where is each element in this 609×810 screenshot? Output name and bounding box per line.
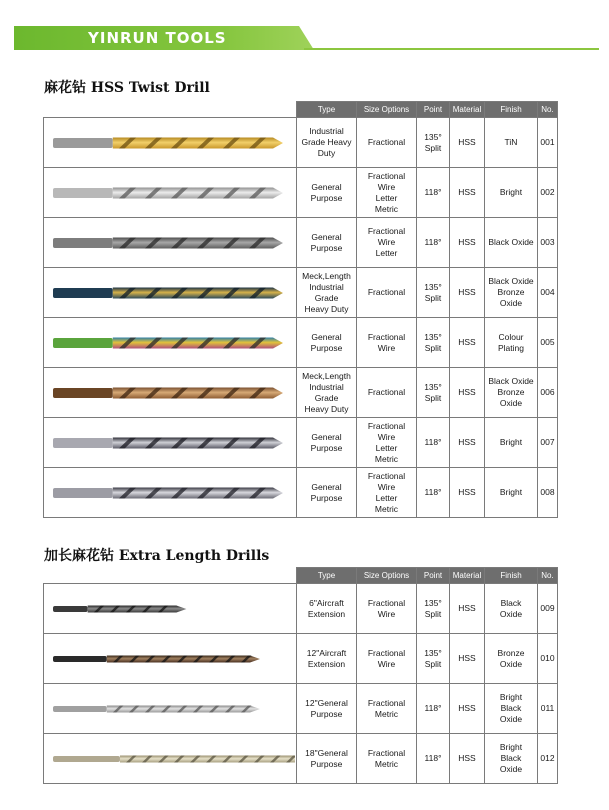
drill-image-cell [44, 268, 297, 318]
drill-shank [53, 338, 113, 348]
cell-line: Split [424, 658, 442, 669]
cell-line: Fractional [367, 137, 406, 147]
point-cell [417, 734, 450, 784]
point-cell [417, 468, 450, 518]
type-cell [297, 268, 357, 318]
finish-cell [485, 468, 538, 518]
drill-image-cell [44, 584, 297, 634]
drill-shank [53, 656, 107, 662]
cell-line: Bright [499, 487, 523, 497]
cell-line: Fractional [367, 387, 406, 397]
cell-line: Wire [377, 481, 396, 492]
cell-line: 118° [424, 753, 442, 763]
finish-cell [485, 734, 538, 784]
table-row [44, 268, 558, 318]
size-options-cell [357, 734, 417, 784]
drill-shank [53, 288, 113, 298]
drill-bit-image [45, 119, 295, 167]
drill-bit-image [45, 269, 295, 317]
size-options-cell [357, 218, 417, 268]
type-cell [297, 584, 357, 634]
cell-line: Fractional [367, 697, 406, 708]
material-cell: HSS [450, 418, 485, 468]
header-no: No. [538, 568, 558, 584]
item-number-cell: 004 [538, 268, 558, 318]
cell-line: Metric [374, 453, 399, 464]
type-cell [297, 634, 357, 684]
cell-line: Bronze Oxide [497, 387, 525, 408]
table-header-row [44, 102, 558, 118]
header-blank-cell [44, 568, 297, 584]
cell-line: Purpose [310, 492, 343, 503]
cell-line: Purpose [310, 242, 343, 253]
item-number-cell: 001 [538, 118, 558, 168]
table-row [44, 584, 558, 634]
cell-line: Heavy Duty [304, 403, 349, 414]
cell-line: Oxide [499, 764, 523, 774]
cell-line: Split [424, 392, 442, 403]
point-cell [417, 684, 450, 734]
drill-bit-image [45, 585, 295, 633]
table-row [44, 118, 558, 168]
cell-line: Purpose [310, 758, 343, 769]
cell-line: 118° [424, 437, 442, 447]
item-number-cell: 002 [538, 168, 558, 218]
cell-line: Black Oxide [488, 276, 534, 286]
brand-name: YINRUN TOOLS [88, 29, 227, 47]
cell-line: Bright [499, 437, 523, 447]
cell-line: Fractional [367, 420, 406, 431]
table-row [44, 318, 558, 368]
cell-line: Plating [498, 342, 524, 353]
point-cell [417, 584, 450, 634]
cell-line: Split [424, 608, 442, 619]
cell-line: 6"Aircraft [309, 597, 344, 608]
size-options-cell [357, 468, 417, 518]
cell-line: Letter [375, 192, 398, 203]
size-options-cell [357, 318, 417, 368]
cell-line: Purpose [310, 708, 343, 719]
cell-line: Fractional [367, 647, 406, 658]
cell-line: 135° [424, 381, 442, 392]
drill-shank [53, 488, 113, 498]
cell-line: Letter [375, 442, 398, 453]
cell-line: 135° [424, 131, 442, 142]
header-point: Point [417, 568, 450, 584]
item-number-cell: 012 [538, 734, 558, 784]
cell-line: Black Oxide [488, 376, 534, 386]
cell-line: 135° [424, 331, 442, 342]
finish-cell [485, 684, 538, 734]
cell-line: Industrial Grade [309, 281, 344, 303]
cell-line: Split [424, 142, 442, 153]
cell-line: Bright [499, 692, 523, 702]
point-cell [417, 268, 450, 318]
cell-line: Black Oxide [488, 237, 534, 247]
cell-line: Extension [307, 608, 346, 619]
table-header-row [44, 568, 558, 584]
drill-image-cell [44, 118, 297, 168]
point-cell [417, 218, 450, 268]
size-options-cell [357, 368, 417, 418]
cell-line: General [311, 231, 342, 242]
item-number-cell: 009 [538, 584, 558, 634]
table-row [44, 418, 558, 468]
brand-banner-rule [304, 48, 599, 50]
drill-shank [53, 438, 113, 448]
cell-line: Wire [377, 608, 396, 619]
point-cell [417, 418, 450, 468]
cell-line: Metric [374, 708, 399, 719]
material-cell: HSS [450, 268, 485, 318]
table-row [44, 218, 558, 268]
cell-line: Fractional [367, 170, 406, 181]
drill-bit-image [45, 369, 295, 417]
type-cell [297, 218, 357, 268]
cell-line: Heavy Duty [304, 303, 349, 314]
cell-line: Letter [375, 492, 398, 503]
drill-image-cell [44, 684, 297, 734]
cell-line: Oxide [499, 658, 523, 669]
header-no: No. [538, 102, 558, 118]
extra-length-table [43, 567, 558, 784]
cell-line: Grade Heavy [301, 137, 352, 147]
header-material: Material [450, 102, 485, 118]
drill-image-cell [44, 418, 297, 468]
cell-line: Fractional [367, 597, 406, 608]
drill-bit-image [45, 419, 295, 467]
cell-line: Purpose [310, 442, 343, 453]
size-options-cell [357, 684, 417, 734]
point-cell [417, 118, 450, 168]
table-row [44, 468, 558, 518]
size-options-cell [357, 418, 417, 468]
cell-line: 118° [424, 487, 442, 497]
cell-line: Extension [307, 658, 346, 669]
cell-line: Split [424, 292, 442, 303]
item-number-cell: 010 [538, 634, 558, 684]
table-row [44, 734, 558, 784]
item-number-cell: 007 [538, 418, 558, 468]
drill-bit-image [45, 219, 295, 267]
point-cell [417, 368, 450, 418]
table-row [44, 368, 558, 418]
material-cell: HSS [450, 318, 485, 368]
cell-line: Bright [499, 742, 523, 752]
finish-cell [485, 268, 538, 318]
brand-banner [14, 26, 599, 50]
type-cell [297, 418, 357, 468]
drill-bit-image [45, 319, 295, 367]
type-cell [297, 368, 357, 418]
cell-line: TiN [504, 137, 518, 147]
cell-line: Wire [377, 237, 396, 247]
cell-line: 18"General [305, 747, 348, 758]
type-cell [297, 118, 357, 168]
size-options-cell [357, 168, 417, 218]
cell-line: 118° [424, 187, 442, 197]
drill-image-cell [44, 218, 297, 268]
finish-cell [485, 368, 538, 418]
type-cell [297, 734, 357, 784]
finish-cell [485, 318, 538, 368]
cell-line: Purpose [310, 342, 343, 353]
cell-line: Letter [375, 248, 398, 258]
point-cell [417, 318, 450, 368]
material-cell: HSS [450, 218, 485, 268]
header-blank-cell [44, 102, 297, 118]
material-cell: HSS [450, 684, 485, 734]
point-cell [417, 168, 450, 218]
drill-bit-image [45, 635, 295, 683]
section-title-twist-drill: 麻花钻 HSS Twist Drill [44, 80, 210, 96]
cell-line: Oxide [499, 608, 523, 619]
drill-bit-image [45, 469, 295, 517]
table-row [44, 168, 558, 218]
cell-line: Purpose [310, 192, 343, 203]
cell-line: Metric [374, 758, 399, 769]
finish-cell [485, 634, 538, 684]
cell-line: Wire [377, 181, 396, 192]
drill-shank [53, 188, 113, 198]
cell-line: General [311, 181, 342, 192]
cell-line: Wire [377, 658, 396, 669]
cell-line: Fractional [367, 287, 406, 297]
cell-line: Wire [377, 342, 396, 353]
header-point: Point [417, 102, 450, 118]
drill-shank [53, 138, 113, 148]
point-cell [417, 634, 450, 684]
cell-line: Colour [498, 331, 524, 342]
drill-image-cell [44, 168, 297, 218]
cell-line: General [311, 331, 342, 342]
cell-line: Bronze [497, 647, 525, 658]
cell-line: Oxide [499, 714, 523, 724]
finish-cell [485, 584, 538, 634]
cell-line: Duty [317, 148, 336, 158]
table-row [44, 684, 558, 734]
item-number-cell: 003 [538, 218, 558, 268]
material-cell: HSS [450, 634, 485, 684]
drill-shank [53, 388, 113, 398]
twist-drill-table [43, 101, 558, 518]
drill-image-cell [44, 468, 297, 518]
cell-line: Split [424, 342, 442, 353]
cell-line: Industrial [309, 126, 344, 136]
cell-line: Meck,Length [302, 370, 351, 381]
header-finish: Finish [485, 568, 538, 584]
finish-cell [485, 168, 538, 218]
cell-line: Meck,Length [302, 270, 351, 281]
cell-line: Black [500, 597, 522, 608]
drill-bit-image [45, 735, 295, 783]
cell-line: 135° [424, 647, 442, 658]
header-type: Type [297, 568, 357, 584]
cell-line: Fractional [367, 747, 406, 758]
type-cell [297, 468, 357, 518]
item-number-cell: 006 [538, 368, 558, 418]
drill-bit-image [45, 685, 295, 733]
material-cell: HSS [450, 468, 485, 518]
cell-line: Fractional [367, 331, 406, 342]
finish-cell [485, 218, 538, 268]
cell-line: Metric [374, 203, 399, 214]
cell-line: Metric [374, 503, 399, 514]
cell-line: General [311, 431, 342, 442]
cell-line: Bright [499, 187, 523, 197]
item-number-cell: 011 [538, 684, 558, 734]
cell-line: Black [500, 753, 522, 763]
table-row [44, 634, 558, 684]
cell-line: Fractional [367, 226, 406, 236]
size-options-cell [357, 268, 417, 318]
cell-line: Fractional [367, 470, 406, 481]
header-size-options: Size Options [357, 568, 417, 584]
type-cell [297, 684, 357, 734]
material-cell: HSS [450, 584, 485, 634]
drill-bit-image [45, 169, 295, 217]
drill-image-cell [44, 368, 297, 418]
cell-line: Industrial Grade [309, 381, 344, 403]
section-title-extra-length: 加长麻花钻 Extra Length Drills [44, 548, 270, 564]
cell-line: 12"Aircraft [306, 647, 347, 658]
cell-line: Bronze Oxide [497, 287, 525, 308]
material-cell: HSS [450, 168, 485, 218]
cell-line: 135° [424, 597, 442, 608]
cell-line: 118° [424, 237, 442, 247]
size-options-cell [357, 634, 417, 684]
cell-line: Wire [377, 431, 396, 442]
header-size-options: Size Options [357, 102, 417, 118]
type-cell [297, 168, 357, 218]
cell-line: 12"General [305, 697, 348, 708]
drill-image-cell [44, 634, 297, 684]
header-material: Material [450, 568, 485, 584]
header-finish: Finish [485, 102, 538, 118]
cell-line: 118° [424, 703, 442, 713]
drill-image-cell [44, 318, 297, 368]
item-number-cell: 005 [538, 318, 558, 368]
size-options-cell [357, 584, 417, 634]
finish-cell [485, 118, 538, 168]
cell-line: Black [500, 703, 522, 713]
drill-shank [53, 756, 120, 762]
drill-shank [53, 238, 113, 248]
type-cell [297, 318, 357, 368]
finish-cell [485, 418, 538, 468]
cell-line: General [311, 481, 342, 492]
drill-shank [53, 706, 107, 712]
size-options-cell [357, 118, 417, 168]
material-cell: HSS [450, 734, 485, 784]
cell-line: 135° [424, 281, 442, 292]
item-number-cell: 008 [538, 468, 558, 518]
material-cell: HSS [450, 118, 485, 168]
drill-shank [53, 606, 88, 612]
header-type: Type [297, 102, 357, 118]
drill-image-cell [44, 734, 297, 784]
material-cell: HSS [450, 368, 485, 418]
